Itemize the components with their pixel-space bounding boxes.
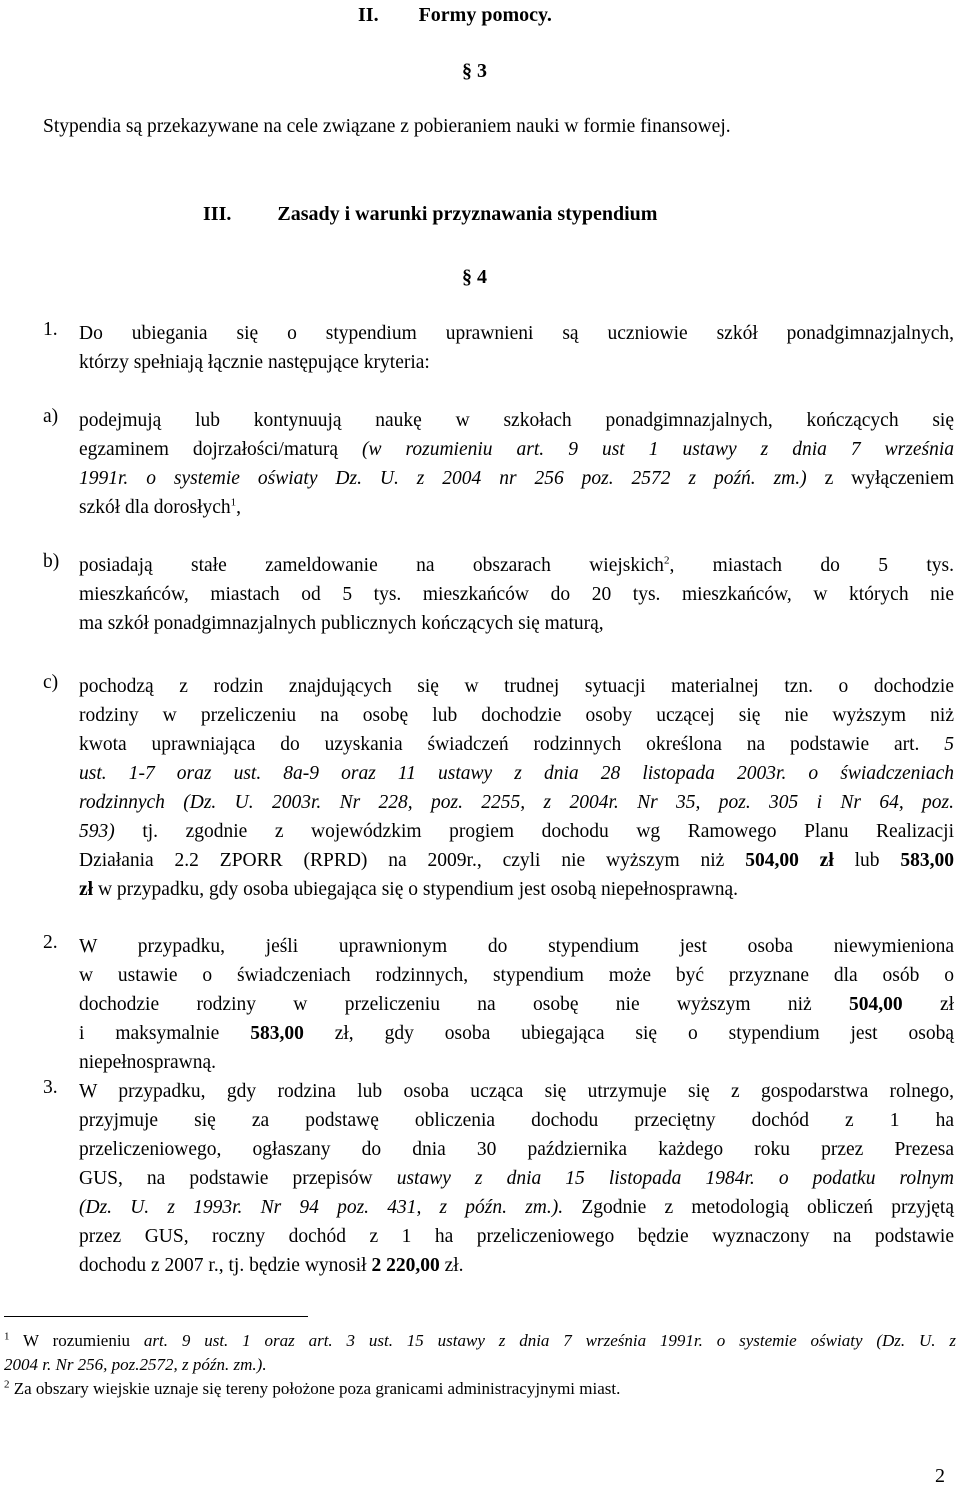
income-threshold-disabled-amount: 583,00 (250, 1023, 304, 1044)
section-3-heading (203, 203, 657, 226)
point-2-line: w ustawie o świadczeniach rodzinnych, stypendium może być przyznane dla osób o (79, 965, 954, 986)
criterion-a-line (79, 464, 954, 493)
criterion-c-legal-reference: 5 (944, 734, 955, 755)
point-3-line: przez GUS, roczny dochód z 1 ha przeliczeniowego będzie wyznaczony na podstawie (79, 1226, 954, 1247)
criterion-c-text (79, 672, 954, 904)
point-2-text-part: dochodzie rodziny w przeliczeniu na osobę nie wyższym niż (79, 994, 812, 1015)
point-2-text-part: zł, gdy osoba ubiegająca się o stypendium jest osobą (334, 1023, 954, 1044)
criterion-c-label: c) (43, 672, 59, 693)
footnote-2-text: Za obszary wiejskie uznaje się tereny położone poza granicami administracyjnymi miast. (13, 1379, 621, 1398)
point-2-line: niepełnosprawną. (79, 1052, 216, 1073)
point-2-number: 2. (43, 932, 58, 953)
criterion-c-text-part: w przypadku, gdy osoba ubiegająca się o stypendium jest osobą niepełnosprawną. (97, 879, 739, 900)
point-2-text-part: i maksymalnie (79, 1023, 220, 1044)
point-3-text-part: Zgodnie z metodologią obliczeń przyjętą (581, 1197, 955, 1218)
point-2-text-part: zł (939, 994, 955, 1015)
point-1-text (79, 319, 954, 377)
criterion-c-legal-reference: 593) (79, 821, 115, 842)
footnote-1-text: W rozumieniu (23, 1331, 131, 1350)
criterion-b-text-part: posiadają stałe zameldowanie na obszarach wiejskich (79, 555, 664, 576)
footnote-1-reference: 1 (230, 496, 237, 509)
point-3-text (79, 1077, 954, 1280)
point-2-text (79, 932, 954, 1077)
paragraph-3-label: § 3 (462, 60, 487, 82)
point-2-line (79, 1019, 954, 1048)
footnote-2-reference: 2 (663, 554, 670, 567)
criterion-b-text (79, 551, 954, 638)
footnote-1-line (4, 1329, 956, 1353)
point-3-number: 3. (43, 1077, 58, 1098)
page-number: 2 (935, 1465, 945, 1487)
paragraph-3-text: Stypendia są przekazywane na cele związane z pobieraniem nauki w formie finansowej. (43, 116, 731, 137)
footnote-separator (4, 1316, 308, 1317)
footnote-2 (4, 1377, 956, 1401)
footnote-1-line: 2004 r. Nr 256, poz.2572, z późn. zm.). (4, 1355, 267, 1374)
point-3-line (79, 1164, 954, 1193)
point-3-line: przeliczeniowego, ogłaszany do dnia 30 października każdego roku przez Prezesa (79, 1139, 954, 1160)
section-3-title: Zasady i warunki przyznawania stypendium (277, 203, 658, 225)
criterion-a-text-part: szkół dla dorosłych (79, 497, 231, 518)
criterion-a-line (79, 435, 954, 464)
point-3-line (79, 1193, 954, 1222)
criterion-c-line (79, 846, 954, 875)
section-2-heading (358, 4, 552, 27)
criterion-c-line (79, 730, 954, 759)
criterion-a-legal-reference: 1991r. o systemie oświaty Dz. U. z 2004 nr 256 poz. 2572 z poźń. zm.) (79, 468, 807, 489)
footnote-1-number: 1 (4, 1330, 10, 1343)
criterion-b-line: ma szkół ponadgimnazjalnych publicznych kończących się maturą, (79, 613, 604, 634)
point-2-line (79, 990, 954, 1019)
paragraph-4-label: § 4 (462, 266, 487, 288)
footnote-1 (4, 1329, 956, 1377)
criterion-c-line: pochodzą z rodzin znajdujących się w trudnej sytuacji materialnej tzn. o dochodzie (79, 676, 954, 697)
criterion-a-legal-reference: (w rozumieniu art. 9 ust 1 ustawy z dnia 7 września (362, 439, 955, 460)
currency-label: zł (79, 879, 94, 900)
criterion-c-text-part: Działania 2.2 ZPORR (RPRD) na 2009r., czyli nie wyższym niż (79, 850, 725, 871)
point-2-line: W przypadku, jeśli uprawnionym do stypendium jest osoba niewymieniona (79, 936, 954, 957)
criterion-a-text-part: z wyłączeniem (824, 468, 955, 489)
criterion-c-text-part: lub (854, 850, 880, 871)
section-3-number: III. (203, 203, 232, 225)
income-threshold-amount: 504,00 (849, 994, 903, 1015)
criterion-a-line (79, 493, 954, 522)
point-3-text-part: dochodu z 2007 r., tj. będzie wynosił (79, 1255, 367, 1276)
point-3-line: przyjmuje się za podstawę obliczenia dochodu przeciętny dochód z 1 ha (79, 1110, 954, 1131)
criterion-c-line: ust. 1-7 oraz ust. 8a-9 oraz 11 ustawy z dnia 28 listopada 2003r. o świadczeniach (79, 763, 954, 784)
criterion-c-line (79, 817, 954, 846)
point-3-legal-reference: ustawy z dnia 15 listopada 1984r. o podatku rolnym (396, 1168, 955, 1189)
footnote-2-line (4, 1377, 956, 1401)
annual-income-amount: 2 220,00 (371, 1255, 440, 1276)
point-1-line: którzy spełniają łącznie następujące kryteria: (79, 352, 430, 373)
section-2-number: II. (358, 4, 379, 26)
footnote-2-number: 2 (4, 1378, 10, 1391)
criterion-b-text-part: , miastach do 5 tys. (669, 555, 954, 576)
criterion-a-text (79, 406, 954, 522)
criterion-c-text-part: tj. zgodnie z wojewódzkim progiem dochodu wg Ramowego Planu Realizacji (142, 821, 955, 842)
criterion-b-line: mieszkańców, miastach od 5 tys. mieszkańców do 20 tys. mieszkańców, w których nie (79, 584, 954, 605)
criterion-a-text-part: , (236, 497, 242, 518)
point-3-legal-reference: (Dz. U. z 1993r. Nr 94 poz. 431, z późn. zm.). (79, 1197, 564, 1218)
point-3-text-part: zł. (444, 1255, 464, 1276)
footnote-1-legal-reference: art. 9 ust. 1 oraz art. 3 ust. 15 ustawy z dnia 7 września 1991r. o systemie oświaty (Dz. U. z (143, 1331, 956, 1350)
criterion-c-line (79, 875, 954, 904)
criterion-a-label: a) (43, 406, 59, 427)
point-1-number: 1. (43, 319, 58, 340)
criterion-c-line: rodziny w przeliczeniu na osobę lub dochodzie osoby uczącej się nie wyższym niż (79, 705, 954, 726)
criterion-c-text-part: kwota uprawniająca do uzyskania świadczeń rodzinnych określona na podstawie art. (79, 734, 920, 755)
criterion-c-line: rodzinnych (Dz. U. 2003r. Nr 228, poz. 2255, z 2004r. Nr 35, poz. 305 i Nr 64, poz. (79, 792, 954, 813)
criterion-a-text-part: egzaminem dojrzałości/maturą (79, 439, 338, 460)
income-threshold-amount: 504,00 zł (745, 850, 834, 871)
point-3-line: W przypadku, gdy rodzina lub osoba ucząca się utrzymuje się z gospodarstwa rolnego, (79, 1081, 954, 1102)
criterion-b-line (79, 551, 954, 580)
point-1-line: Do ubiegania się o stypendium uprawnieni są uczniowie szkół ponadgimnazjalnych, (79, 323, 954, 344)
criterion-a-line: podejmują lub kontynuują naukę w szkołach ponadgimnazjalnych, kończących się (79, 410, 954, 431)
income-threshold-disabled-amount: 583,00 (900, 850, 955, 871)
point-3-line (79, 1251, 954, 1280)
criterion-b-label: b) (43, 551, 60, 572)
point-3-text-part: GUS, na podstawie przepisów (79, 1168, 373, 1189)
section-2-title: Formy pomocy. (418, 4, 552, 26)
